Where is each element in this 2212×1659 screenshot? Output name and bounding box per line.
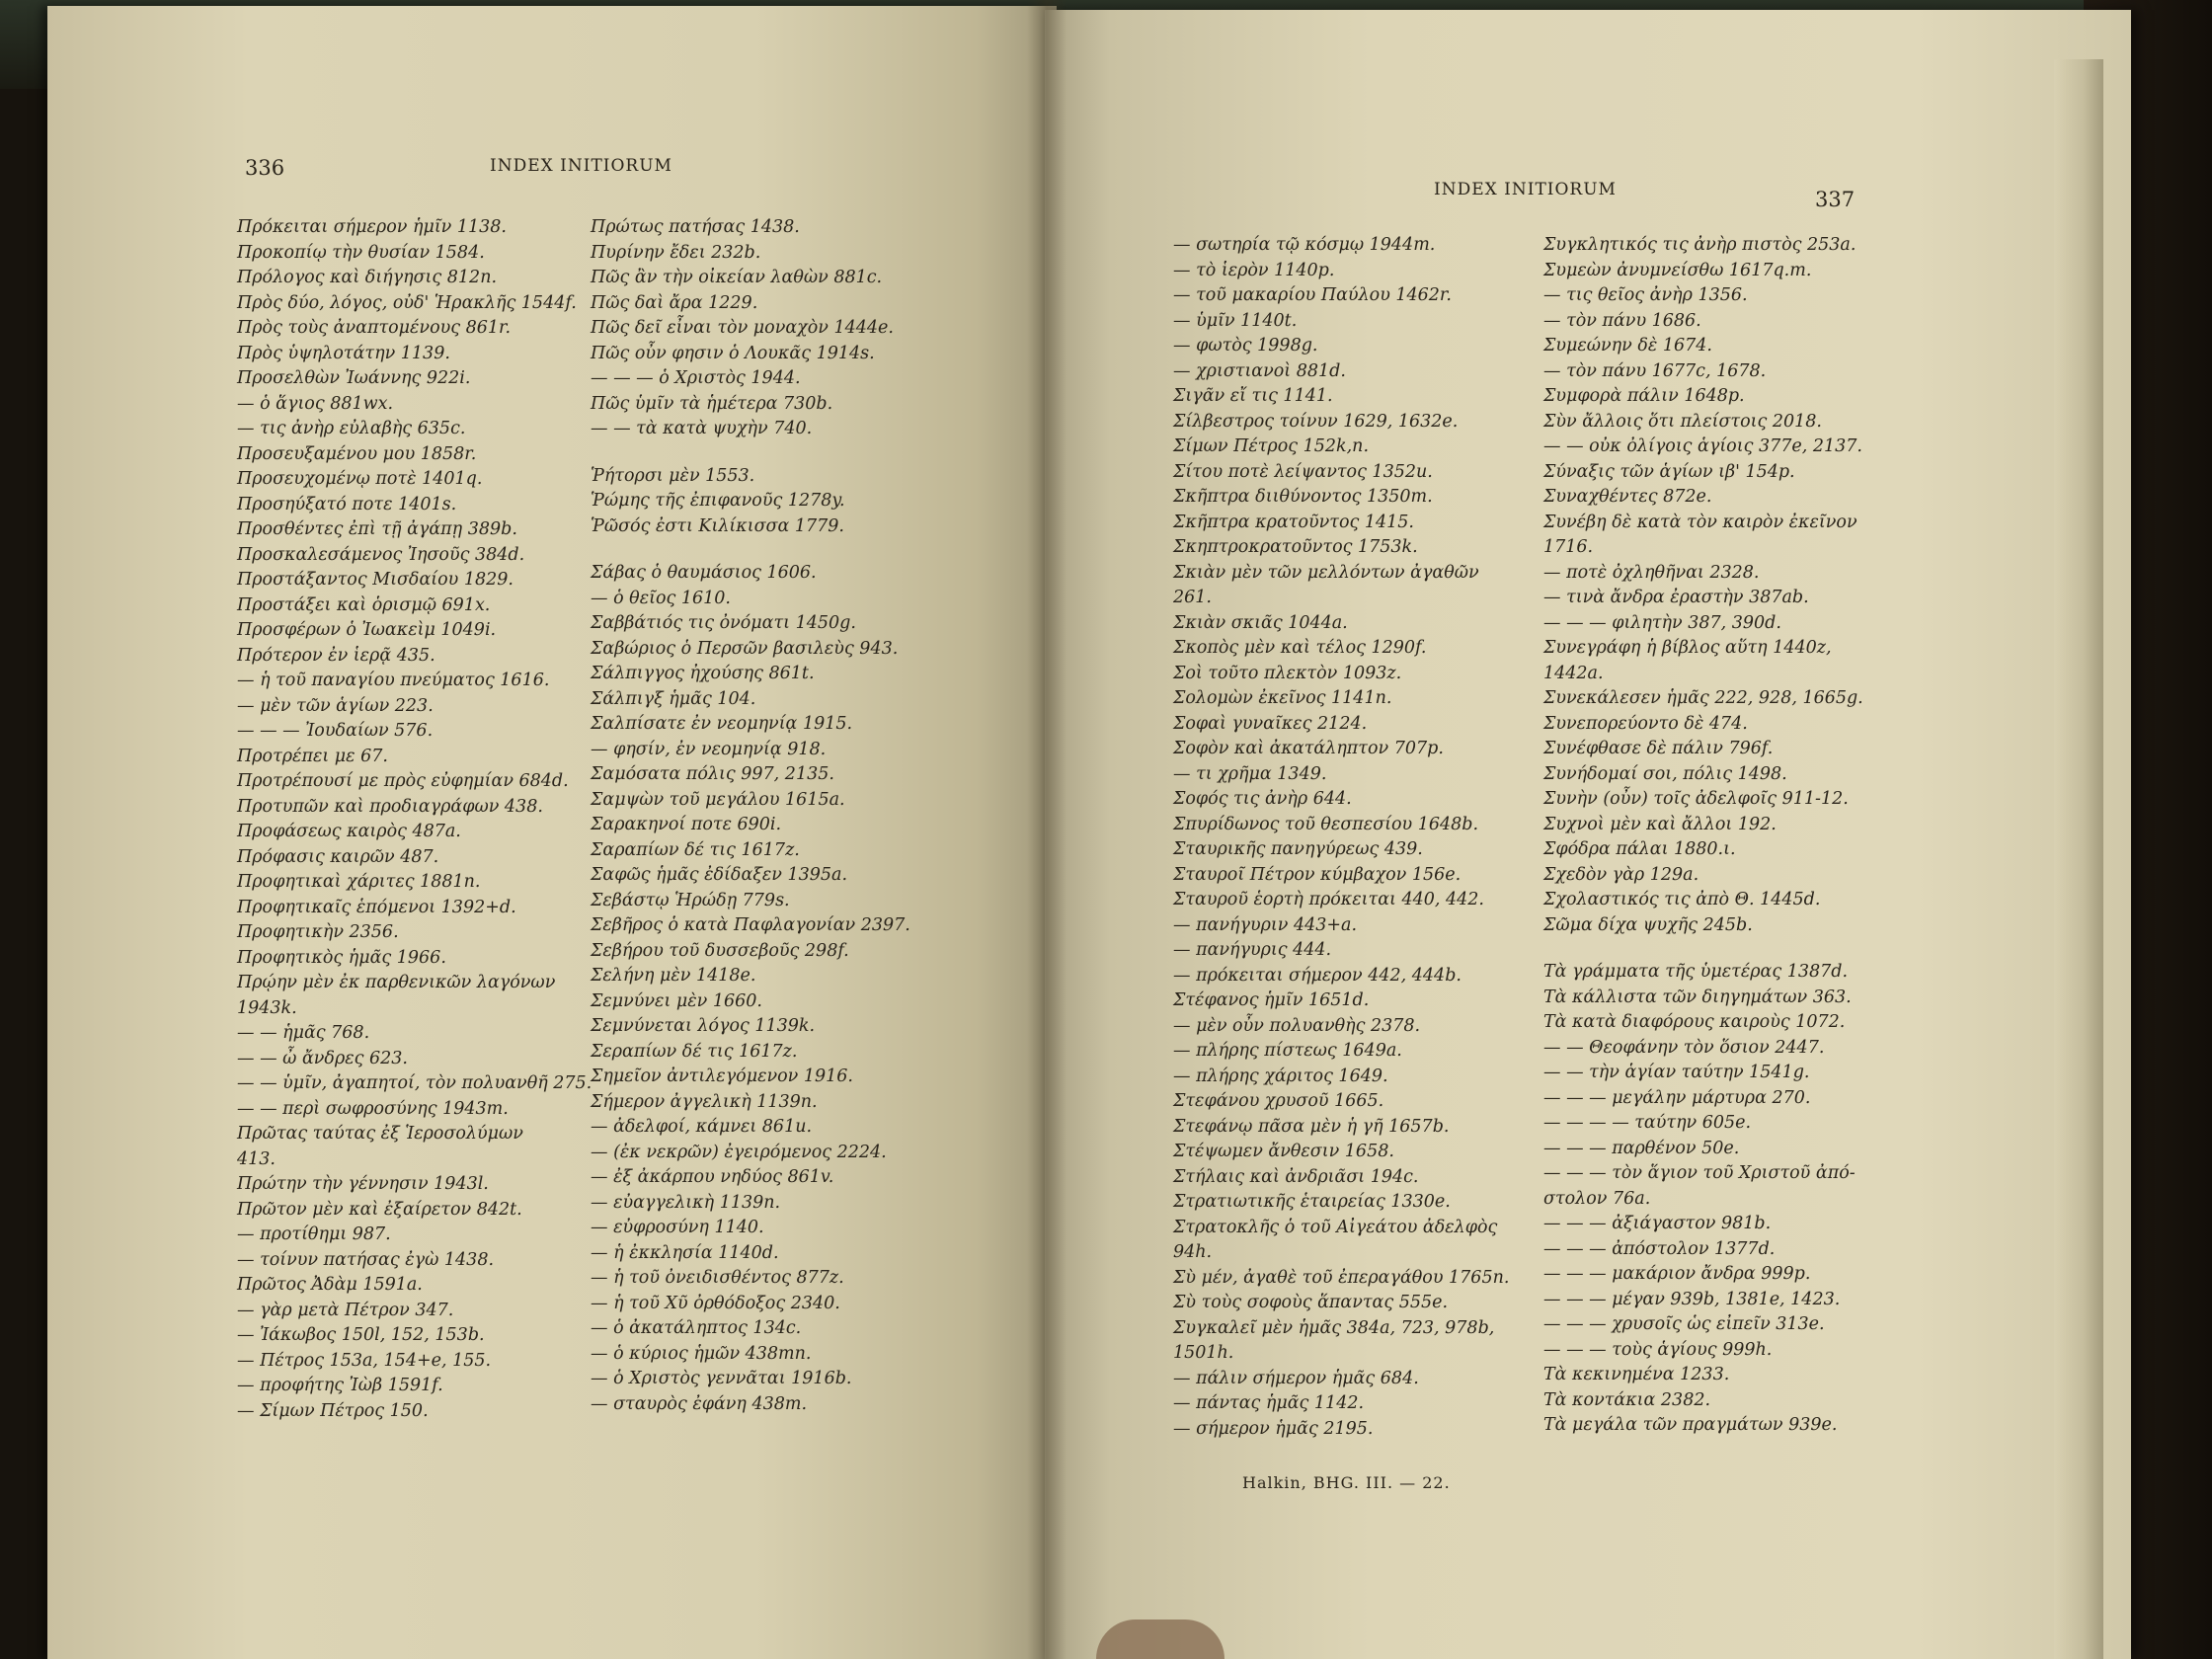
index-entry: — — — παρθένον 50e. <box>1543 1138 1740 1158</box>
index-entry: — — — μακάριον ἄνδρα 999p. <box>1543 1264 1811 1284</box>
index-entry: Σάλπιγγος ἠχούσης 861t. <box>591 664 815 683</box>
index-entry: Σύναξις τῶν ἁγίων ιβ' 154p. <box>1543 461 1795 482</box>
index-entry: — — — μέγαν 939b, 1381e, 1423. <box>1543 1289 1841 1309</box>
index-entry: — πάντας ἡμᾶς 1142. <box>1173 1393 1365 1413</box>
index-entry: — ἡ τοῦ παναγίου πνεύματος 1616. <box>237 671 550 690</box>
index-entry: Σὺν ἄλλοις ὅτι πλείστοις 2018. <box>1543 411 1822 432</box>
index-entry: — φωτὸς 1998g. <box>1173 336 1318 356</box>
index-entry: Σταυροῖ Πέτρον κύμβαχον 156e. <box>1173 864 1462 885</box>
index-entry: — πανήγυρις 444. <box>1173 940 1332 960</box>
index-entry: Ῥήτορσι μὲν 1553. <box>591 465 755 486</box>
index-entry: Πρὸς τοὺς ἀναπτομένους 861r. <box>237 318 512 338</box>
index-entry: Σίλβεστρος τοίνυν 1629, 1632e. <box>1173 411 1459 432</box>
index-entry: Σεμνύνεται λόγος 1139k. <box>591 1016 816 1036</box>
index-entry: Προτυπῶν καὶ προδιαγράφων 438. <box>237 796 543 817</box>
index-entry: 1943k. <box>237 997 297 1018</box>
index-entry: Συναχθέντες 872e. <box>1543 487 1712 507</box>
index-entry: Τὰ κοντάκια 2382. <box>1543 1389 1711 1410</box>
index-entry: — — ἡμᾶς 768. <box>237 1023 370 1043</box>
index-entry: — προτίθημι 987. <box>237 1224 391 1244</box>
index-entry: Πῶς δαὶ ἄρα 1229. <box>591 292 758 313</box>
index-entry: Τὰ γράμματα τῆς ὑμετέρας 1387d. <box>1543 962 1849 982</box>
index-entry: Πῶς δεῖ εἶναι τὸν μοναχὸν 1444e. <box>591 318 894 338</box>
index-entry: Στεφάνου χρυσοῦ 1665. <box>1173 1091 1384 1111</box>
index-entry: Σαφῶς ἡμᾶς ἐδίδαξεν 1395a. <box>591 865 848 885</box>
index-entry: — Ἰάκωβος 150l, 152, 153b. <box>237 1325 485 1345</box>
index-entry: — προφήτης Ἰὼβ 1591f. <box>237 1376 443 1395</box>
index-entry: — πλήρης πίστεως 1649a. <box>1173 1041 1402 1061</box>
index-entry: — ἐξ ἀκάρπου νηδύος 861v. <box>591 1167 834 1187</box>
index-entry: Τὰ κατὰ διαφόρους καιροὺς 1072. <box>1543 1012 1846 1032</box>
index-entry: — — ὑμῖν, ἀγαπητοί, τὸν πολυανθῆ 275. <box>237 1073 592 1093</box>
index-entry: Σταυρικῆς πανηγύρεως 439. <box>1173 839 1423 859</box>
index-entry: Στήλαις καὶ ἀνδριᾶσι 194c. <box>1173 1166 1419 1187</box>
index-entry: — — — χρυσοῖς ὡς εἰπεῖν 313e. <box>1543 1314 1825 1334</box>
index-entry: Πρὸς δύο, λόγος, οὐδ' Ἡρακλῆς 1544f. <box>237 292 577 313</box>
right-column-1 <box>1173 233 1509 1442</box>
index-entry: Πρόφασις καιρῶν 487. <box>237 846 439 867</box>
index-entry: Πῶς ἂν τὴν οἰκείαν λαθὼν 881c. <box>591 268 883 287</box>
index-entry: Προσκαλεσάμενος Ἰησοῦς 384d. <box>237 544 525 565</box>
index-entry: Πρὸς ὑψηλοτάτην 1139. <box>237 343 450 363</box>
running-head-left: INDEX INITIORUM <box>490 156 672 176</box>
index-entry: — τὸ ἱερὸν 1140p. <box>1173 260 1335 280</box>
index-entry: 94h. <box>1173 1242 1213 1262</box>
index-entry: — ἡ τοῦ ὀνειδισθέντος 877z. <box>591 1268 844 1288</box>
index-entry: Συμεώνην δὲ 1674. <box>1543 336 1712 356</box>
index-entry: Σαββάτιός τις ὀνόματι 1450g. <box>591 613 856 633</box>
index-entry: — — — μεγάλην μάρτυρα 270. <box>1543 1087 1811 1108</box>
index-entry: Πρώτως πατήσας 1438. <box>591 217 800 237</box>
index-entry: Σκιὰν σκιᾶς 1044a. <box>1173 612 1348 633</box>
index-entry: Στρατοκλῆς ὁ τοῦ Αἰγεάτου ἀδελφὸς <box>1173 1217 1498 1237</box>
index-entry: — Σίμων Πέτρος 150. <box>237 1400 429 1421</box>
index-entry: — τοίνυν πατήσας ἐγὼ 1438. <box>237 1249 495 1270</box>
section-gap <box>591 442 910 464</box>
index-entry: 1501h. <box>1173 1343 1234 1363</box>
index-entry: — — περὶ σωφροσύνης 1943m. <box>237 1098 509 1119</box>
right-page <box>1045 10 2131 1659</box>
index-entry: — ἡ ἐκκλησία 1140d. <box>591 1242 779 1263</box>
index-entry: Προφητικὸς ἡμᾶς 1966. <box>237 947 446 968</box>
index-entry: Σχεδὸν γὰρ 129a. <box>1543 864 1699 885</box>
index-entry: — φησίν, ἐν νεομηνίᾳ 918. <box>591 739 827 759</box>
index-entry: — σταυρὸς ἐφάνη 438m. <box>591 1393 808 1414</box>
page-stack-edge <box>2054 59 2103 1659</box>
index-entry: Προστάξαντος Μισδαίου 1829. <box>237 570 514 590</box>
index-entry: — τι χρῆμα 1349. <box>1173 763 1327 784</box>
index-entry: — τοῦ μακαρίου Παύλου 1462r. <box>1173 285 1452 305</box>
book-gutter <box>1027 0 1066 1659</box>
index-entry: Πῶς ὑμῖν τὰ ἡμέτερα 730b. <box>591 393 833 414</box>
index-entry: Συνεγράφη ἡ βίβλος αὕτη 1440z, <box>1543 638 1832 658</box>
index-entry: — — — Ἰουδαίων 576. <box>237 721 434 741</box>
index-entry: — — — φιλητὴν 387, 390d. <box>1543 612 1781 633</box>
index-entry: Συμεὼν ἀνυμνείσθω 1617q.m. <box>1543 260 1812 280</box>
index-entry: Σταυροῦ ἑορτὴ πρόκειται 440, 442. <box>1173 890 1484 909</box>
index-entry: — εὐφροσύνη 1140. <box>591 1218 764 1237</box>
index-entry: Πρότερον ἐν ἱερᾷ 435. <box>237 645 435 666</box>
index-entry: — πρόκειται σήμερον 442, 444b. <box>1173 965 1462 986</box>
index-entry: Προσελθὼν Ἰωάννης 922i. <box>237 368 471 388</box>
index-entry: στολον 76a. <box>1543 1188 1651 1209</box>
index-entry: — χριστιανοὶ 881d. <box>1173 360 1346 381</box>
index-entry: — — — ἀξιάγαστον 981b. <box>1543 1214 1772 1233</box>
index-entry: — ὁ κύριος ἡμῶν 438mn. <box>591 1343 812 1364</box>
index-entry: Πρῶτος Ἀδὰμ 1591a. <box>237 1275 423 1295</box>
index-entry: — — — ὁ Χριστὸς 1944. <box>591 368 801 388</box>
index-entry: Σαραπίων δέ τις 1617z. <box>591 839 800 860</box>
index-entry: — — τὰ κατὰ ψυχὴν 740. <box>591 419 813 438</box>
index-entry: Συγκλητικός τις ἀνὴρ πιστὸς 253a. <box>1543 235 1856 255</box>
index-entry: — — — τοὺς ἁγίους 999h. <box>1543 1339 1773 1360</box>
index-entry: — γὰρ μετὰ Πέτρον 347. <box>237 1300 454 1320</box>
index-entry: — — οὐκ ὀλίγοις ἁγίοις 377e, 2137. <box>1543 436 1862 456</box>
index-entry: Συχνοὶ μὲν καὶ ἄλλοι 192. <box>1543 814 1777 834</box>
index-entry: Σελήνη μὲν 1418e. <box>591 966 756 986</box>
index-entry: — Πέτρος 153a, 154+e, 155. <box>237 1350 492 1371</box>
index-entry: Προφητικαὶ χάριτες 1881n. <box>237 872 481 892</box>
index-entry: — — — τὸν ἅγιον τοῦ Χριστοῦ ἀπό- <box>1543 1163 1856 1183</box>
index-entry: Προσηύξατό ποτε 1401s. <box>237 494 457 514</box>
index-entry: Σὺ τοὺς σοφοὺς ἅπαντας 555e. <box>1173 1293 1449 1312</box>
index-entry: 1442a. <box>1543 663 1604 683</box>
index-entry: Συνὴν (οὖν) τοῖς ἀδελφοῖς 911-12. <box>1543 789 1849 809</box>
index-entry: 413. <box>237 1148 276 1169</box>
index-entry: — τινὰ ἄνδρα ἐραστὴν 387ab. <box>1543 588 1809 607</box>
index-entry: Πρόκειται σήμερον ἡμῖν 1138. <box>237 217 507 237</box>
index-entry: — σωτηρία τῷ κόσμῳ 1944m. <box>1173 235 1436 255</box>
index-entry: Σοφὸν καὶ ἀκατάληπτον 707p. <box>1173 739 1444 758</box>
index-entry: Προτρέπει με 67. <box>237 746 388 766</box>
index-entry: Σαμψὼν τοῦ μεγάλου 1615a. <box>591 789 845 810</box>
index-entry: Τὰ κεκινημένα 1233. <box>1543 1365 1730 1384</box>
index-entry: Σχολαστικός τις ἀπὸ Θ. 1445d. <box>1543 890 1821 909</box>
index-entry: — ὁ ἀκατάληπτος 134c. <box>591 1318 802 1338</box>
index-entry: Σῶμα δίχα ψυχῆς 245b. <box>1543 914 1753 935</box>
index-entry: Σάλπιγξ ἡμᾶς 104. <box>591 688 756 709</box>
index-entry: Ῥώμης τῆς ἐπιφανοῦς 1278y. <box>591 491 845 511</box>
index-entry: — ὑμῖν 1140t. <box>1173 310 1298 331</box>
index-entry: — ἀδελφοί, κάμνει 861u. <box>591 1117 813 1137</box>
index-entry: — τις θεῖος ἀνὴρ 1356. <box>1543 285 1748 305</box>
index-entry: Σολομὼν ἐκεῖνος 1141n. <box>1173 688 1392 708</box>
index-entry: Σφόδρα πάλαι 1880.ι. <box>1543 839 1736 859</box>
index-entry: Σεμνύνει μὲν 1660. <box>591 990 762 1011</box>
index-entry: Σεβήρου τοῦ δυσσεβοῦς 298f. <box>591 940 849 961</box>
index-entry: Τὰ κάλλιστα τῶν διηγημάτων 363. <box>1543 987 1852 1007</box>
index-entry: 1716. <box>1543 537 1594 557</box>
page-number-right: 337 <box>1815 188 1856 211</box>
index-entry: Πρόλογος καὶ διήγησις 812n. <box>237 268 498 287</box>
index-entry: — ὁ θεῖος 1610. <box>591 588 731 608</box>
index-entry: — μὲν τῶν ἁγίων 223. <box>237 695 434 716</box>
section-gap <box>591 539 910 561</box>
section-gap <box>1543 938 1863 960</box>
index-entry: — ἡ τοῦ Χῦ ὀρθόδοξος 2340. <box>591 1293 840 1313</box>
index-entry: Σήμερον ἀγγελικὴ 1139n. <box>591 1091 818 1112</box>
index-entry: Συνέφθασε δὲ πάλιν 796f. <box>1543 739 1774 758</box>
index-entry: Στεφάνῳ πᾶσα μὲν ἡ γῆ 1657b. <box>1173 1116 1450 1137</box>
index-entry: Σπυρίδωνος τοῦ θεσπεσίου 1648b. <box>1173 814 1479 834</box>
right-column-2 <box>1543 233 1863 1439</box>
index-entry: Ῥῶσός ἐστι Κιλίκισσα 1779. <box>591 515 844 536</box>
index-entry: Πρῶτας ταύτας ἐξ Ἱεροσολύμων <box>237 1124 523 1144</box>
index-entry: Προσευξαμένου μου 1858r. <box>237 443 477 464</box>
index-entry: — — — — ταύτην 605e. <box>1543 1113 1752 1133</box>
index-entry: — σήμερον ἡμᾶς 2195. <box>1173 1418 1374 1439</box>
index-entry: Συνεκάλεσεν ἡμᾶς 222, 928, 1665g. <box>1543 688 1863 708</box>
index-entry: Σεραπίων δέ τις 1617z. <box>591 1041 798 1062</box>
index-entry: — πλήρης χάριτος 1649. <box>1173 1066 1388 1086</box>
index-entry: Πυρίνην ἔδει 232b. <box>591 242 761 263</box>
index-entry: Πρῶτον μὲν καὶ ἐξαίρετον 842t. <box>237 1199 522 1220</box>
index-entry: Τὰ μεγάλα τῶν πραγμάτων 939e. <box>1543 1415 1838 1435</box>
index-entry: Σαλπίσατε ἐν νεομηνίᾳ 1915. <box>591 714 853 734</box>
index-entry: Προστάξει καὶ ὁρισμῷ 691x. <box>237 594 491 615</box>
index-entry: — — — ἀπόστολον 1377d. <box>1543 1238 1776 1259</box>
index-entry: Σοὶ τοῦτο πλεκτὸν 1093z. <box>1173 663 1402 683</box>
index-entry: Προσφέρων ὁ Ἰωακεὶμ 1049i. <box>237 620 497 640</box>
thumb <box>1096 1620 1224 1659</box>
index-entry: Σημεῖον ἀντιλεγόμενον 1916. <box>591 1066 853 1086</box>
index-entry: Σκηπτροκρατοῦντος 1753k. <box>1173 537 1418 557</box>
index-entry: Στέψωμεν ἄνθεσιν 1658. <box>1173 1142 1394 1161</box>
index-entry: Σαβώριος ὁ Περσῶν βασιλεὺς 943. <box>591 638 899 659</box>
index-entry: Πῶς οὖν φησιν ὁ Λουκᾶς 1914s. <box>591 343 875 363</box>
index-entry: Σοφός τις ἀνὴρ 644. <box>1173 789 1352 809</box>
index-entry: — μὲν οὖν πολυανθὴς 2378. <box>1173 1015 1421 1036</box>
index-entry: Σὺ μέν, ἀγαθὲ τοῦ ἐπεραγάθου 1765n. <box>1173 1267 1510 1288</box>
footer-signature: Halkin, BHG. III. — 22. <box>1242 1473 1451 1492</box>
index-entry: — πάλιν σήμερον ἡμᾶς 684. <box>1173 1368 1419 1388</box>
index-entry: Σκιὰν μὲν τῶν μελλόντων ἀγαθῶν <box>1173 562 1479 583</box>
page-number-left: 336 <box>245 156 285 180</box>
index-entry: — πανήγυριν 443+a. <box>1173 914 1358 935</box>
index-entry: Σιγᾶν εἴ τις 1141. <box>1173 386 1333 406</box>
index-entry: — — ὦ ἄνδρες 623. <box>237 1048 408 1068</box>
index-entry: — ποτὲ ὀχληθῆναι 2328. <box>1543 562 1760 583</box>
index-entry: Προφητικὴν 2356. <box>237 922 399 942</box>
index-entry: Συγκαλεῖ μὲν ἡμᾶς 384a, 723, 978b, <box>1173 1317 1495 1338</box>
index-entry: Συνεπορεύοντο δὲ 474. <box>1543 713 1748 734</box>
index-entry: — τὸν πάνυ 1686. <box>1543 310 1701 331</box>
index-entry: Σαμόσατα πόλις 997, 2135. <box>591 764 834 784</box>
index-entry: Σεβῆρος ὁ κατὰ Παφλαγονίαν 2397. <box>591 915 910 935</box>
index-entry: — — τὴν ἁγίαν ταύτην 1541g. <box>1543 1063 1810 1082</box>
index-entry: — εὐαγγελικὴ 1139n. <box>591 1192 781 1213</box>
index-entry: Στρατιωτικῆς ἑταιρείας 1330e. <box>1173 1192 1451 1212</box>
index-entry: Σεβάστῳ Ἡρώδῃ 779s. <box>591 890 790 910</box>
index-entry: Προκοπίῳ τὴν θυσίαν 1584. <box>237 242 485 263</box>
index-entry: Προφάσεως καιρὸς 487a. <box>237 822 461 841</box>
index-entry: — ὁ Χριστὸς γεννᾶται 1916b. <box>591 1369 852 1388</box>
index-entry: Προσευχομένῳ ποτὲ 1401q. <box>237 469 483 489</box>
left-page <box>47 6 1057 1659</box>
index-entry: Σάβας ὁ θαυμάσιος 1606. <box>591 563 817 583</box>
index-entry: Προσθέντες ἐπὶ τῇ ἀγάπῃ 389b. <box>237 519 517 539</box>
running-head-right: INDEX INITIORUM <box>1434 180 1617 199</box>
index-entry: Στέφανος ἡμῖν 1651d. <box>1173 990 1370 1010</box>
index-entry: Σκῆπτρα κρατοῦντος 1415. <box>1173 512 1414 532</box>
index-entry: — τὸν πάνυ 1677c, 1678. <box>1543 360 1767 381</box>
index-entry: — τις ἀνὴρ εὐλαβὴς 635c. <box>237 419 466 438</box>
index-entry: Σίτου ποτὲ λείψαντος 1352u. <box>1173 461 1433 482</box>
index-entry: Συνήδομαί σοι, πόλις 1498. <box>1543 763 1787 784</box>
index-entry: — — Θεοφάνην τὸν ὅσιον 2447. <box>1543 1037 1825 1058</box>
index-entry: Προφητικαῖς ἑπόμενοι 1392+d. <box>237 897 516 917</box>
index-entry: Σοφαὶ γυναῖκες 2124. <box>1173 713 1368 734</box>
index-entry: Πρῴην μὲν ἐκ παρθενικῶν λαγόνων <box>237 973 556 992</box>
index-entry: Πρώτην τὴν γέννησιν 1943l. <box>237 1174 489 1194</box>
index-entry: Σίμων Πέτρος 152k,n. <box>1173 436 1370 456</box>
index-entry: 261. <box>1173 588 1212 607</box>
index-entry: Συμφορὰ πάλιν 1648p. <box>1543 386 1745 406</box>
index-entry: Σκοπὸς μὲν καὶ τέλος 1290f. <box>1173 638 1427 658</box>
index-entry: Σαρακηνοί ποτε 690i. <box>591 815 782 834</box>
left-column-2 <box>591 215 910 1417</box>
left-column-1 <box>237 215 592 1424</box>
index-entry: Προτρέπουσί με πρὸς εὐφημίαν 684d. <box>237 771 569 791</box>
index-entry: Συνέβη δὲ κατὰ τὸν καιρὸν ἐκεῖνον <box>1543 512 1857 532</box>
index-entry: — ὁ ἅγιος 881wx. <box>237 393 394 414</box>
index-entry: Σκῆπτρα διιθύνοντος 1350m. <box>1173 487 1433 507</box>
index-entry: — (ἐκ νεκρῶν) ἐγειρόμενος 2224. <box>591 1142 887 1162</box>
